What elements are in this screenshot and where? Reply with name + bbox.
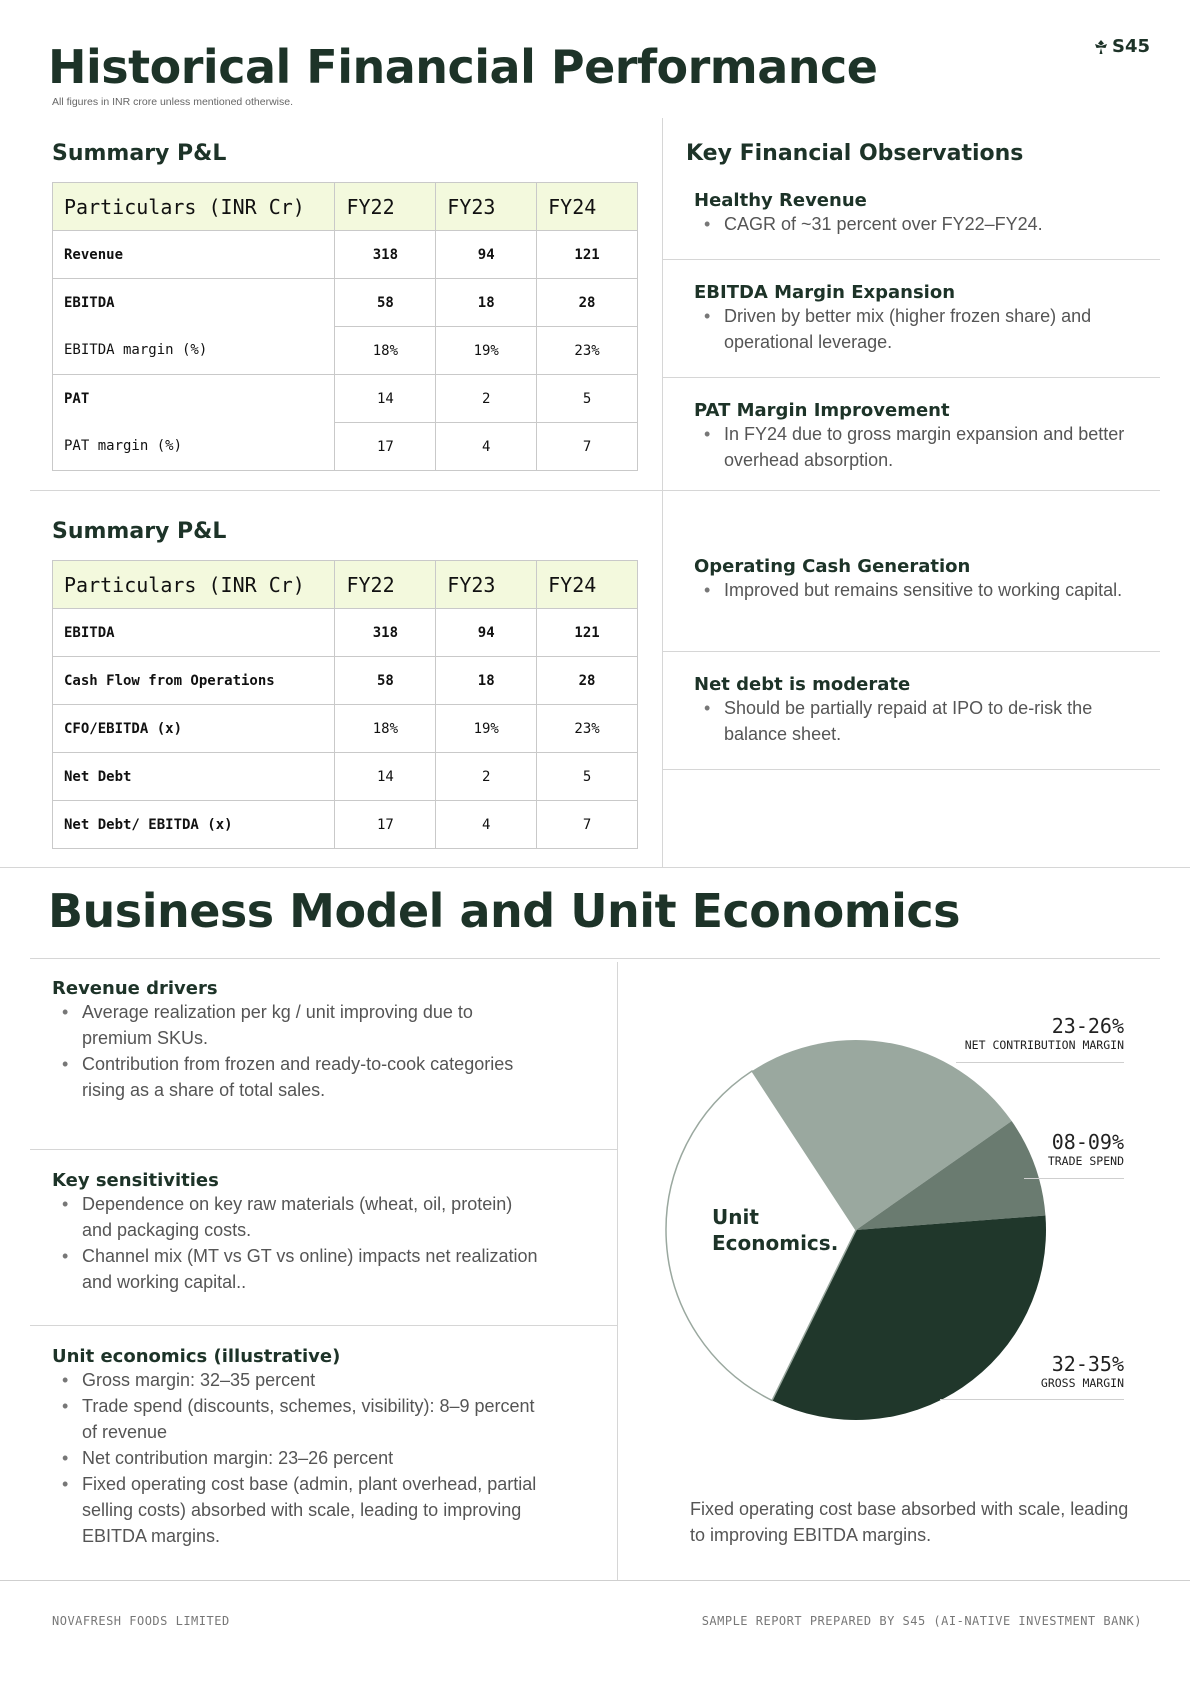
cell-value: 7 [537,801,638,849]
observation-item: Operating Cash Generation • Improved but remains sensitive to working capital. [694,556,1134,603]
legend-net-contribution [965,1014,1124,1052]
bullet-text: Average realization per kg / unit improving due to premium SKUs. [82,1002,473,1048]
observation-title: PAT Margin Improvement [694,400,950,421]
observation-title: Net debt is moderate [694,674,911,695]
table-row [53,231,638,279]
cell-value: 14 [335,375,436,423]
observation-item: Healthy Revenue • CAGR of ~31 percent over FY22–FY24. [694,190,1134,237]
units-note: All figures in INR crore unless mentioned otherwise. [52,96,294,108]
cell-value: 28 [537,657,638,705]
cell-value: 23% [537,327,638,375]
row-label: PAT [53,375,335,423]
bullet-text: Net contribution margin: 23–26 percent [82,1448,394,1468]
cell-value: 94 [436,231,537,279]
cell-value: 7 [537,423,638,471]
cell-value: 17 [335,801,436,849]
cell-value: 18% [335,705,436,753]
cashflow-debt-table [52,560,638,849]
page-title: Historical Financial Performance [48,40,878,94]
observations-title: Key Financial Observations [686,141,1024,166]
cell-value: 2 [436,753,537,801]
brand-logo [1093,36,1150,57]
row-label: EBITDA [53,609,335,657]
block-title: Unit economics (illustrative) [52,1346,341,1367]
observation-item: EBITDA Margin Expansion • Driven by better mix (higher frozen share) and operational leverage. [694,282,1134,355]
column-header: FY22 [335,183,436,231]
row-label: CFO/EBITDA (x) [53,705,335,753]
legend-label: NET CONTRIBUTION MARGIN [964,1038,1124,1052]
row-label: EBITDA margin (%) [53,327,335,375]
cell-value: 5 [537,753,638,801]
table-row [53,279,638,327]
legend-gross-margin [1041,1352,1124,1390]
bullet-text: Dependence on key raw materials (wheat, oil, protein) and packaging costs. [82,1194,513,1240]
row-label: Revenue [53,231,335,279]
row-label: Net Debt/ EBITDA (x) [53,801,335,849]
cell-value: 23% [537,705,638,753]
column-header: FY22 [335,561,436,609]
column-header: Particulars (INR Cr) [53,561,335,609]
cell-value: 121 [537,231,638,279]
observation-item: PAT Margin Improvement • In FY24 due to gross margin expansion and better overhead absorption. [694,400,1134,473]
observation-text: CAGR of ~31 percent over FY22–FY24. [724,214,1043,234]
leaf-clover-icon [1093,39,1109,55]
footer-company: NOVAFRESH FOODS LIMITED [52,1614,230,1628]
legend-trade-spend [1048,1130,1124,1168]
block-title: Key sensitivities [52,1170,219,1191]
table-row [53,657,638,705]
row-label: Net Debt [53,753,335,801]
bullet-text: Contribution from frozen and ready-to-cook categories rising as a share of total sales. [82,1054,514,1100]
legend-label: TRADE SPEND [1047,1154,1124,1168]
column-header: FY24 [537,561,638,609]
column-header: FY23 [436,561,537,609]
table-header-row [53,183,638,231]
chart-caption: Fixed operating cost base absorbed with scale, leading to improving EBITDA margins. [690,1499,1129,1545]
column-header: FY24 [537,183,638,231]
cell-value: 18 [436,279,537,327]
bullet-text: Fixed operating cost base (admin, plant overhead, partial selling costs) absorbed with scale, leading to improving EBITDA margins. [82,1474,537,1546]
key-sensitivities-block: Key sensitivities • Dependence on key raw materials (wheat, oil, protein) and packaging costs. • Channel mix (MT vs GT vs online) impacts net realization and working capital.. [52,1170,542,1295]
observation-title: Operating Cash Generation [694,556,971,577]
cell-value: 18% [335,327,436,375]
section-title: Business Model and Unit Economics [48,884,961,938]
logo-text: S45 [1112,36,1151,57]
observation-text: Improved but remains sensitive to working capital. [724,580,1123,600]
cell-value: 318 [335,609,436,657]
table-row [53,753,638,801]
cell-value: 94 [436,609,537,657]
cell-value: 4 [436,801,537,849]
table-row [53,375,638,423]
row-label: PAT margin (%) [53,423,335,471]
summary-pl-table [52,182,638,471]
observation-text: Should be partially repaid at IPO to de-risk the balance sheet. [724,698,1093,744]
row-label: EBITDA [53,279,335,327]
cell-value: 19% [436,327,537,375]
table-row [53,327,638,375]
bullet-text: Channel mix (MT vs GT vs online) impacts net realization and working capital.. [82,1246,538,1292]
block-title: Revenue drivers [52,978,218,999]
table-row [53,609,638,657]
column-header: Particulars (INR Cr) [53,183,335,231]
cell-value: 19% [436,705,537,753]
bullet-text: Trade spend (discounts, schemes, visibility): 8–9 percent of revenue [82,1396,535,1442]
cell-value: 17 [335,423,436,471]
unit-economics-block: Unit economics (illustrative) • Gross margin: 32–35 percent • Trade spend (discounts, schemes, visibility): 8–9 percent of revenue • Net contribution margin: 23–26 percent • Fixed operating cost base (admin, plant overhead, partial selling costs) absorbed with scale, leading to improving EBITDA margins. [52,1346,542,1549]
observation-item: Net debt is moderate • Should be partially repaid at IPO to de-risk the balance sheet. [694,674,1134,747]
table1-title: Summary P&L [52,141,227,166]
observation-title: Healthy Revenue [694,190,867,211]
cell-value: 58 [335,657,436,705]
pie-center-label: Unit Economics. [712,1205,839,1255]
observation-title: EBITDA Margin Expansion [694,282,956,303]
row-label: Cash Flow from Operations [53,657,335,705]
table2-title: Summary P&L [52,519,227,544]
cell-value: 28 [537,279,638,327]
legend-value: 08-09% [1051,1130,1124,1154]
observation-text: Driven by better mix (higher frozen share) and operational leverage. [724,306,1092,352]
legend-value: 32-35% [1051,1352,1124,1376]
cell-value: 4 [436,423,537,471]
legend-value: 23-26% [1051,1014,1124,1038]
cell-value: 5 [537,375,638,423]
revenue-drivers-block: Revenue drivers • Average realization per kg / unit improving due to premium SKUs. • Contribution from frozen and ready-to-cook categories rising as a share of total sales. [52,978,542,1103]
cell-value: 18 [436,657,537,705]
bullet-text: Gross margin: 32–35 percent [82,1370,316,1390]
cell-value: 2 [436,375,537,423]
observation-text: In FY24 due to gross margin expansion and better overhead absorption. [724,424,1125,470]
cell-value: 318 [335,231,436,279]
table-row [53,423,638,471]
cell-value: 121 [537,609,638,657]
legend-label: GROSS MARGIN [1040,1376,1124,1390]
footer-disclaimer: SAMPLE REPORT PREPARED BY S45 (AI-NATIVE INVESTMENT BANK) [701,1614,1142,1628]
cell-value: 58 [335,279,436,327]
column-header: FY23 [436,183,537,231]
table-row [53,801,638,849]
table-row [53,705,638,753]
cell-value: 14 [335,753,436,801]
table-header-row [53,561,638,609]
